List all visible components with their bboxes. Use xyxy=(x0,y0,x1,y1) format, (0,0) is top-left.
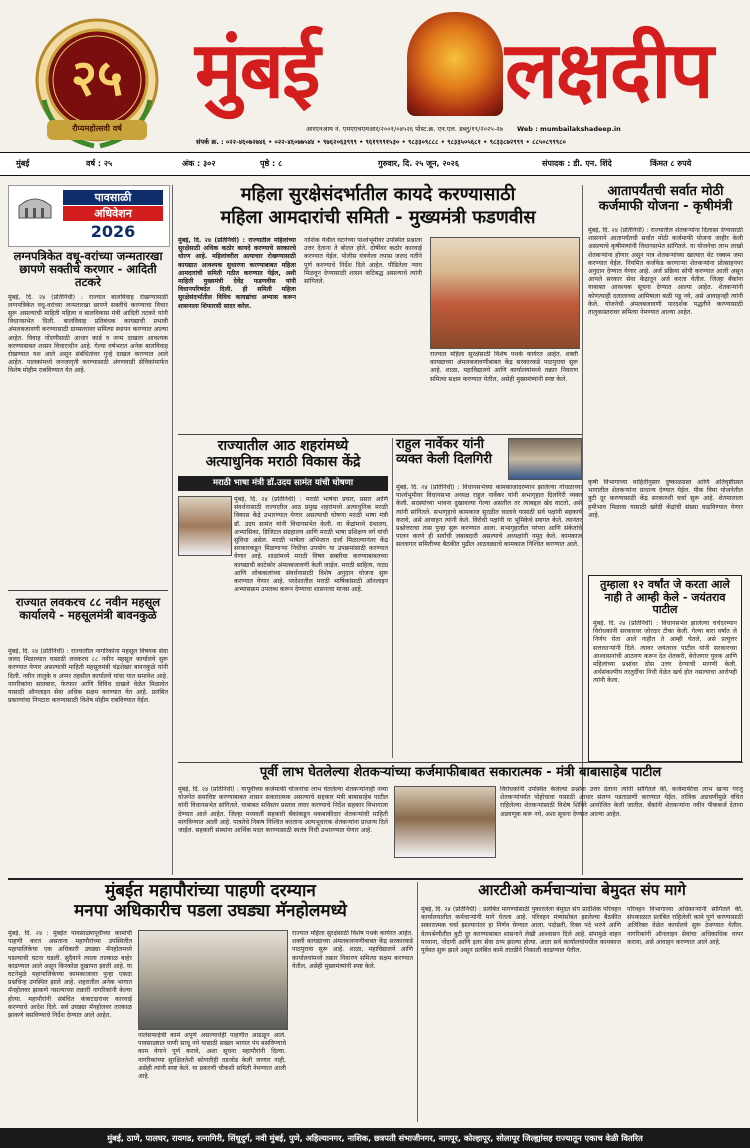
anniversary-emblem xyxy=(22,8,172,158)
story-headline: व्यक्त केली दिलगिरी xyxy=(396,451,493,467)
lead-body-col1: मुंबई, दि. २४ (प्रतिनिधी) : राज्यातील महिलांच्या सुरक्षेसाठी अधिक कठोर कायदे करण्याचे सरकारचे धोरण आहे. महिलांवरील अत्याचार रोखण्यासाठी कायद्यात आवश्यक सुधारणा करण्याबाबत महिला आमदारांची समिती गठीत करण्यात येईल, अशी माहिती मुख्यमंत्री देवेंद्र फडणवीस यांनी विधानपरिषदेत दिली. ही समिती महिला सुरक्षेसंदर्भातील विविध कायद्यांचा अभ्यास करून शासनाला शिफारसी सादर करेल. xyxy=(178,237,296,310)
manhole-story xyxy=(8,882,413,1122)
lead-headline-2: महिला आमदारांची समिती - मुख्यमंत्री फडणवीस xyxy=(220,206,536,228)
assembly-speaker-photo xyxy=(508,438,582,480)
story-body: मुंबई, दि. २४ (प्रतिनिधी) : राज्यात बालविवाह रोखण्यासाठी लग्नपत्रिकेत वधू-वरांच्या जन्मतारखा छापणे सक्तीचे करण्याचा विचार सुरू असल्याची माहिती महिला व बालविकास मंत्री आदिती तटकरे यांनी विधानसभेत दिली. बालविवाह प्रतिबंधक कायद्याची प्रभावी अंमलबजावणी करण्यासाठी ग्रामस्तरावर समित्या स्थापन करण्यात आल्या आहेत. विवाह नोंदणीसाठी आधार कार्ड व जन्म दाखला आवश्यक करण्याबाबत शासन विचाराधीन आहे. गेल्या वर्षभरात अनेक बालविवाह रोखण्यात यश आले असून संबंधितांवर गुन्हे दाखल करण्यात आले आहेत. पालकांमध्ये जनजागृती करण्यासाठी अंगणवाडी सेविकांमार्फत विशेष मोहीम राबविण्यात येत आहे. xyxy=(8,293,168,375)
minister-photo xyxy=(178,496,232,556)
story-headline: मुंबईत महापौरांच्या पाहणी दरम्यान xyxy=(105,881,316,901)
story-body: नालेसफाईची कामे अपूर्ण असल्याचेही पाहणीत आढळून आले. पावसाळ्यात पाणी साचू नये यासाठी सखल भागात पंप बसविण्याचे काम वेगाने पूर्ण करावे, अशा सूचना महापौरांनी दिल्या. नागरिकांच्या सुरक्षिततेशी कोणतीही तडजोड केली जाणार नाही, असेही त्यांनी स्पष्ट केले. या प्रकरणी चौकशी समिती नेमण्यात आली आहे. xyxy=(138,1032,286,1081)
story-body: परिवहन विभागाच्या अधिकाऱ्यांनी सांगितले की, संपकाळात प्रलंबित राहिलेली कामे पूर्ण करण्यासाठी अतिरिक्त वेळेत कार्यालये सुरू ठेवण्यात येतील. नागरिकांनी ऑनलाइन सेवांचा अधिकाधिक वापर करावा, असे आवाहन करण्यात आले आहे. xyxy=(627,906,743,946)
anniversary-label: रौप्यमहोत्सवी वर्ष xyxy=(72,124,122,133)
story-headline: पूर्वी लाभ घेतलेल्या शेतकऱ्यांच्या कर्जमाफीबाबत सकारात्मक - मंत्री बाबासाहेब पाटील xyxy=(259,765,662,780)
loan-waiver-story xyxy=(178,766,743,874)
year-label: वर्ष : २५ xyxy=(86,159,113,168)
story-headline: मनपा अधिकारीच पडला उघड्या मॅनहोलमध्ये xyxy=(74,900,347,921)
distribution-footer xyxy=(0,1128,750,1148)
story-body: मुंबई, दि. २४ (प्रतिनिधी) : मराठी भाषेचा प्रचार, प्रसार आणि संवर्धनासाठी राज्यातील आठ प्रमुख शहरांमध्ये अत्याधुनिक मराठी विकास केंद्रे उभारण्यात येणार असल्याची घोषणा मराठी भाषा मंत्री डॉ. उदय सामंत यांनी विधानसभेत केली. या केंद्रांमध्ये ग्रंथालय, अभ्यासिका, डिजिटल संग्रहालय आणि मराठी भाषा प्रशिक्षण वर्ग यांची सुविधा असेल. मराठी भाषेला अभिजात दर्जा मिळाल्यानंतर केंद्र सरकारकडून मिळणाऱ्या निधीचा उपयोग या उपक्रमांसाठी करण्यात येणार आहे. शाळांमध्ये मराठी विषय सक्तीचा करण्याबाबतच्या कायद्याची काटेकोर अंमलबजावणी केली जाईल. मराठी साहित्य, नाट्य आणि लोककलांच्या संवर्धनासाठी विशेष अनुदान योजना सुरू करण्यात येणार आहे. परदेशातील मराठी भाषिकांसाठी ऑनलाइन अभ्यासक्रम उपलब्ध करून देण्याचा शासनाचा मानस आहे. xyxy=(234,496,388,594)
rto-strike-story xyxy=(421,882,743,1122)
story-headline: राज्यात लवकरच ८८ नवीन महसूल कार्यालये - महसूलमंत्री बावनकुळे xyxy=(15,595,161,623)
vidhan-bhavan-icon xyxy=(15,192,55,222)
story-body: मुंबई, दि. २४ (प्रतिनिधी) : प्रलंबित मागण्यांसाठी पुकारलेला बेमुदत संप प्रादेशिक परिवहन कार्यालयातील कर्मचाऱ्यांनी मागे घेतला आहे. परिवहन मंत्र्यांसोबत झालेल्या बैठकीत सकारात्मक चर्चा झाल्यानंतर हा निर्णय घेण्यात आला. पदोन्नती, रिक्त पदे भरणे आणि वेतनश्रेणीतील त्रुटी दूर करण्याबाबत शासनाने लेखी आश्वासन दिले आहे. संपामुळे वाहन परवाना, नोंदणी आणि इतर सेवा ठप्प झाल्या होत्या. आता सर्व कार्यालयांमधील कामकाज पूर्ववत सुरू झाले असून प्रलंबित कामे तातडीने निकाली काढण्यात येतील. xyxy=(421,906,621,955)
date-label: गुरुवार, दि. २५ जून, २०२६ xyxy=(378,159,459,168)
deity-photo xyxy=(407,12,503,116)
badge-line1: पावसाळी xyxy=(63,190,163,205)
website-link[interactable]: Web : mumbailakshadeep.in xyxy=(516,125,621,133)
story-headline: राहुल नार्वेकर यांनी xyxy=(396,437,485,452)
badge-line2: अधिवेशन xyxy=(63,206,163,221)
contact-line: संपर्क क्र. : ०२२-४६०७२७४६ • ०२२-४६०७७५४४ • ९७६२०६३९९९ • ९६१९९९१५३० • ९८३३०९८८८ • ९८३३५०५६८१ • ९८३३८७२९९९ • ८८५०८९९९८० xyxy=(196,138,566,146)
story-body: मुंबई, दि. २४ (प्रतिनिधी) : राज्यातील शेतकऱ्यांना दिलासा देण्यासाठी शासनाने आतापर्यंतची सर्वात मोठी कर्जमाफी योजना जाहीर केली असल्याचे कृषीमंत्र्यांनी विधानसभेत सांगितले. या योजनेचा लाभ लाखो शेतकऱ्यांना होणार असून पात्र शेतकऱ्यांच्या खात्यात थेट रक्कम जमा करण्यात येईल. नियमित कर्जफेड करणाऱ्या शेतकऱ्यांना प्रोत्साहनपर अनुदान देण्यात येणार आहे. अर्ज प्रक्रिया सोपी करण्यात आली असून आपले सरकार सेवा केंद्रातून अर्ज करता येतील. जिल्हा बँकांना याबाबत आवश्यक सूचना देण्यात आल्या आहेत. शेतकऱ्यांनी कोणत्याही दलालाच्या आमिषाला बळी पडू नये, असे आवाहनही त्यांनी केले. योजनेची अंमलबजावणी पारदर्शक पद्धतीने करण्यासाठी तालुकास्तरावर समित्या नेमण्यात आल्या आहेत. xyxy=(588,227,743,317)
story-headline: अत्याधुनिक मराठी विकास केंद्रे xyxy=(205,454,361,471)
issue-info-bar xyxy=(0,152,750,176)
chief-minister-photo xyxy=(430,237,580,349)
manhole-incident-photo xyxy=(138,930,288,1030)
title-right: लक्षदीप xyxy=(505,26,712,116)
story-body: मुंबई, दि. २४ (प्रतिनिधी) : राज्यातील नागरिकांना महसूल विषयक सेवा जलद मिळाव्यात यासाठी लवकरच ८८ नवीन महसूल कार्यालये सुरू करण्यात येणार असल्याची माहिती महसूलमंत्री चंद्रशेखर बावनकुळे यांनी दिली. नवीन तालुके व अप्पर तहसील कार्यालये यांचा यात समावेश आहे. नागरिकांना सातबारा, फेरफार आणि विविध दाखले वेळेत मिळावेत यासाठी ऑनलाइन सेवा अधिक सक्षम करण्यात येत आहे. प्रलंबित प्रकरणांचा निपटारा करण्यासाठी विशेष मोहीम राबविण्यात येईल. xyxy=(8,648,168,705)
lead-body-col3: राज्यात महिला सुरक्षेसाठी विशेष पथके कार्यरत आहेत. शक्ती कायद्याच्या अंमलबजावणीबाबत केंद्र सरकारकडे पाठपुरावा सुरू आहे. शाळा, महाविद्यालये आणि कार्यालयांमध्ये तक्रार निवारण समित्या सक्षम करण्यात येतील, असेही मुख्यमंत्र्यांनी स्पष्ट केले. xyxy=(430,351,578,383)
registration-line xyxy=(306,124,746,133)
distribution-text: मुंबई, ठाणे, पालघर, रायगड, रत्नागिरी, सिंधुदुर्ग, नवी मुंबई, पुणे, अहिल्यानगर, नाशिक, छत्रपती संभाजीनगर, नागपूर, कोल्हापूर, सोलापूर जिल्ह्यांसह राज्यातून एकाच वेळी वितरित xyxy=(107,1133,643,1143)
price-label: किंमत ८ रुपये xyxy=(650,159,692,168)
left-column xyxy=(8,250,168,875)
city-label: मुंबई xyxy=(16,159,30,168)
title-left: मुंबई xyxy=(195,26,319,116)
lead-body-col2: नाशिक येथील घटनेच्या पार्श्वभूमीवर उपस्थित प्रश्नाला उत्तर देताना ते बोलत होते. दोषींवर कठोर कारवाई करण्यात येईल. पोलीस यंत्रणेला तपास जलद गतीने पूर्ण करण्याचे निर्देश दिले आहेत. पीडितेला न्याय मिळवून देण्यासाठी शासन कटिबद्ध असल्याचे त्यांनी सांगितले. xyxy=(304,237,422,286)
masthead xyxy=(0,0,750,182)
story-body: विरोधकांनी उपस्थित केलेल्या प्रश्नांना उत्तर देताना त्यांनी सांगितले की, कर्जमाफीचा लाभ खऱ्या गरजू शेतकऱ्यांपर्यंत पोहोचावा यासाठी आधार संलग्न पडताळणी करण्यात येईल. तांत्रिक अडचणींमुळे वंचित राहिलेल्या शेतकऱ्यांसाठी विशेष शिबिरे आयोजित केली जातील. बँकांनी शेतकऱ्यांना नवीन पीककर्ज देताना अडवणूक करू नये, अशा सूचना देण्यात आल्या आहेत. xyxy=(500,786,743,818)
badge-year: 2026 xyxy=(90,222,136,241)
story-headline: राज्यातील आठ शहरांमध्ये xyxy=(217,438,349,454)
story-headline: कर्जमाफी योजना - कृषीमंत्री xyxy=(598,198,733,214)
story-body: मुंबई, दि. २४ (प्रतिनिधी) : विधानसभेत झालेल्या चर्चेदरम्यान विरोधकांनी सरकारवर जोरदार टीका केली. गेल्या बारा वर्षांत जे निर्णय घेता आले नाहीत ते आम्ही घेतले, असे प्रत्युत्तर सत्ताधाऱ्यांनी दिले. त्यावर जयंतराव पाटील यांनी सरकारच्या आश्वासनांची आठवण करून देत शेतकरी, बेरोजगार युवक आणि महिलांच्या प्रश्नांवर ठोस उत्तर देण्याची मागणी केली. अर्थसंकल्पीय तरतुदींचा निधी वेळेत खर्च होत नसल्याचा आरोपही त्यांनी केला. xyxy=(593,620,737,685)
lead-story xyxy=(178,185,578,430)
cooperation-minister-photo xyxy=(394,786,496,858)
marathi-centres-story xyxy=(178,438,388,758)
story-headline: आतापर्यंतची सर्वात मोठी xyxy=(607,184,724,199)
story-subheading: मराठी भाषा मंत्री डॉ.उदय सामंत यांची घोषणा xyxy=(178,476,388,491)
story-headline: तुम्हाला १२ वर्षांत जे करता आले नाही ते आम्ही केले - जयंतराव पाटील xyxy=(600,578,730,617)
story-body: कृषी विभागाच्या माहितीनुसार दुष्काळग्रस्त आणि अतिवृष्टीग्रस्त भागातील शेतकऱ्यांना प्राधान्य देण्यात येईल. पीक विमा योजनेतील त्रुटी दूर करण्यासाठी केंद्र सरकारशी चर्चा सुरू आहे. शेतमालाला हमीभाव मिळावा यासाठी खरेदी केंद्रांची संख्या वाढविण्यात येणार आहे. xyxy=(588,479,743,519)
issue-label: अंक : ३०२ xyxy=(182,159,216,168)
jayant-patil-story xyxy=(588,575,742,762)
masthead-title xyxy=(195,8,735,120)
lead-headline-1: महिला सुरक्षेसंदर्भातील कायदे करण्यासाठी xyxy=(240,184,516,205)
story-body: मुंबई, दि. २४ : मुंबईत पावसाळ्यापूर्वीच्या कामांची पाहणी करत असताना महापौरांच्या उपस्थितीत महापालिकेचा एक अधिकारी उघड्या मॅनहोलमध्ये पडल्याची घटना घडली. सुदैवाने त्याला तात्काळ बाहेर काढण्यात आले असून किरकोळ दुखापत झाली आहे. या घटनेमुळे महापालिकेच्या कामकाजावर पुन्हा एकदा प्रश्नचिन्ह उपस्थित झाले आहे. शहरातील अनेक भागात मॅनहोलवर झाकणे नसल्याच्या तक्रारी नागरिकांनी केल्या होत्या. महापौरांनी संबंधित कंत्राटदारावर कारवाई करण्याचे आदेश दिले. सर्व उघड्या मॅनहोलवर तात्काळ झाकणे बसविण्याचे निर्देश देण्यात आले आहेत. xyxy=(8,930,132,1020)
story-headline: आरटीओ कर्मचाऱ्यांचा बेमुदत संप मागे xyxy=(478,881,686,899)
pages-label: पृष्ठे : ८ xyxy=(260,159,283,168)
story-body: मुंबई, दि. २४ (प्रतिनिधी) : यापूर्वीच्या कर्जमाफी योजनांचा लाभ घेतलेल्या शेतकऱ्यांनाही नव्या योजनेत समाविष्ट करण्याबाबत शासन सकारात्मक असल्याचे सहकार मंत्री बाबासाहेब पाटील यांनी विधानसभेत सांगितले. याबाबत सविस्तर प्रस्ताव तयार करण्याचे निर्देश सहकार विभागाला देण्यात आले आहेत. जिल्हा मध्यवर्ती सहकारी बँकांकडून थकबाकीदार शेतकऱ्यांची माहिती मागविण्यात आली आहे. पात्रतेचे निकष निश्चित करताना अल्पभूधारक शेतकऱ्यांना प्राधान्य दिले जाईल. सहकारी संस्थांना आर्थिक मदत करण्यासाठी स्वतंत्र निधी उभारण्यात येणार आहे. xyxy=(178,786,388,835)
story-body: राज्यात महिला सुरक्षेसाठी विशेष पथके कार्यरत आहेत. शक्ती कायद्याच्या अंमलबजावणीबाबत केंद्र सरकारकडे पाठपुरावा सुरू आहे. शाळा, महाविद्यालये आणि कार्यालयांमध्ये तक्रार निवारण समित्या सक्षम करण्यात येतील, असेही मुख्यमंत्र्यांनी स्पष्ट केले. xyxy=(292,930,413,970)
session-badge xyxy=(8,185,170,247)
story-body: मुंबई, दि. २४ (प्रतिनिधी) : विधानसभेच्या कामकाजादरम्यान झालेल्या गोंधळाच्या पार्श्वभूमीवर विधानसभा अध्यक्ष राहुल नार्वेकर यांनी सभागृहात दिलगिरी व्यक्त केली. सदस्यांच्या भावना दुखावल्या गेल्या असतील तर त्याबद्दल खेद वाटतो, असे त्यांनी सांगितले. सभागृहाचे कामकाज सुरळीत चालावे यासाठी सर्व पक्षांनी सहकार्य करावे, असे आवाहन त्यांनी केले. विरोधी पक्षांनी या भूमिकेचे स्वागत केले. त्यानंतर प्रश्नोत्तराचा तास पुन्हा सुरू करण्यात आला. सभागृहातील परंपरा आणि संकेतांचे पालन करणे ही सर्वांची जबाबदारी असल्याचे अध्यक्षांनी नमूद केले. कामकाज सल्लागार समितीच्या बैठकीत पुढील आठवड्याचे कामकाज निश्चित करण्यात आले. xyxy=(396,484,582,549)
narvekar-story xyxy=(396,438,582,758)
story-headline: लग्नपत्रिकेत वधू-वरांच्या जन्मतारखा छापणे सक्तीचे करणार - आदिती तटकरे xyxy=(13,249,163,290)
anniversary-number: २५ xyxy=(71,49,123,107)
editor-label: संपादक : डी. एन. शिंदे xyxy=(542,159,612,168)
reg-numbers: आरएनआय नं. एमएएचएमआर/२००१/०४५२६ पोस्ट.क्र. एन.एल. डब्लु/१९/२०२५-२७ xyxy=(306,125,503,133)
